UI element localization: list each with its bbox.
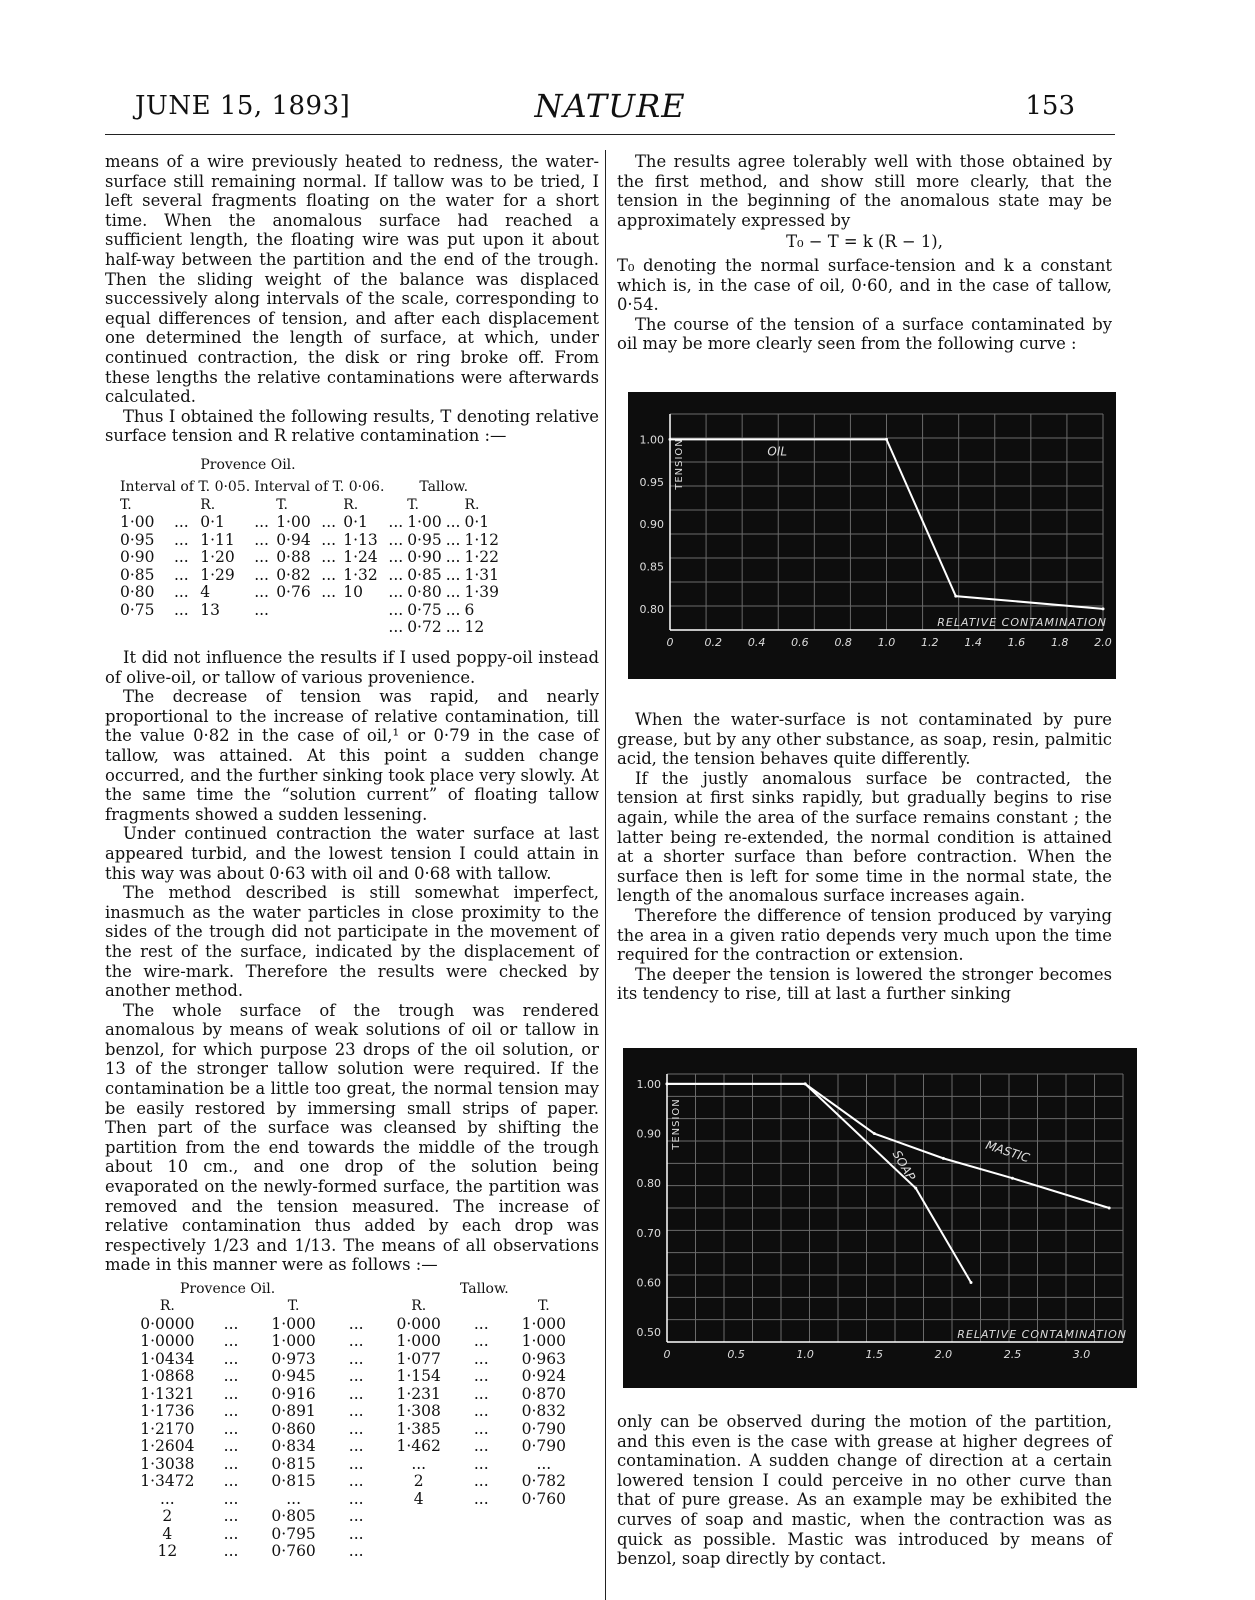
- y-tick-label: 0.90: [639, 518, 664, 532]
- table-cell: 0·782: [521, 1472, 567, 1490]
- data-point: [1108, 1207, 1111, 1210]
- page-header: [105, 85, 1115, 125]
- leader-dots: ...: [473, 1349, 489, 1368]
- table-cell: [503, 1508, 585, 1526]
- table-group-heading: Interval of T. 0·05.: [120, 479, 251, 495]
- table-cell: ...: [411, 1454, 427, 1473]
- table-cell: 0·1: [200, 513, 225, 531]
- table-cell: 13: [200, 600, 220, 619]
- col-head: R.: [343, 496, 359, 513]
- table-cell: 1·0868: [140, 1367, 195, 1385]
- x-tick-label: 0: [666, 636, 674, 649]
- leader-dots: ...: [348, 1454, 364, 1473]
- table-row: [125, 1403, 585, 1421]
- table-cell: 0·870: [521, 1384, 567, 1403]
- table-cell: 0·790: [521, 1437, 567, 1455]
- table-cell: 0·795: [271, 1524, 316, 1543]
- leader-dots: ...: [473, 1489, 489, 1508]
- y-tick-label: 0.85: [639, 560, 664, 574]
- paragraph: The results agree tolerably well with those obtained by the first method, and show still more clearly, that the tension in the beginning of the anomalous state may be approximately expressed by: [617, 152, 1112, 230]
- column-rule: [605, 150, 606, 1600]
- paragraph: Therefore the difference of tension produced by varying the area in a given ratio depends very much upon the time required for the contraction or extension.: [617, 905, 1112, 965]
- table-row: [125, 1351, 585, 1369]
- leader-dots: ...: [473, 1402, 489, 1420]
- y-axis-label: TENSION: [674, 438, 685, 490]
- data-point: [970, 1281, 973, 1284]
- table-cell: 0·000: [396, 1314, 441, 1333]
- leader-dots: ...: [348, 1402, 364, 1420]
- col-head: R.: [411, 1298, 427, 1314]
- leader-dots: ...: [223, 1384, 239, 1403]
- leader-dots: ...: [321, 513, 337, 531]
- leader-dots: ...: [473, 1472, 489, 1490]
- table-cell: [378, 1543, 460, 1561]
- journal-title: NATURE: [534, 87, 686, 125]
- leader-dots: ...: [321, 583, 337, 601]
- table-cell: 1·3038: [140, 1454, 195, 1473]
- leader-dots: ...: [473, 1367, 489, 1385]
- header-rule: [105, 134, 1115, 135]
- data-point: [885, 438, 888, 441]
- table-cell: [341, 602, 386, 620]
- table-caption: Provence Oil.: [180, 1281, 276, 1297]
- table-cell: 1·231: [396, 1384, 441, 1403]
- leader-dots: [319, 619, 341, 637]
- table-cell: 4: [200, 583, 211, 601]
- table-cell: [341, 619, 386, 637]
- table-row: [125, 1438, 585, 1456]
- paragraph: If the justly anomalous surface be contracted, the tension at first sinks rapidly, but gradually begins to rise again, while the area of the surface remains constant ; the latter being re-extended, the normal condition is attained at a shorter surface than before contraction. When the surface then is left for some time in the normal state, the length of the anomalous surface increases again.: [617, 768, 1112, 906]
- table-cell: 10: [343, 583, 363, 601]
- data-point: [1011, 1177, 1014, 1180]
- table-cell: [274, 619, 319, 637]
- leader-dots: ...: [223, 1402, 239, 1420]
- series-label-soap: SOAP: [889, 1147, 919, 1184]
- y-tick-label: 0.95: [639, 475, 664, 489]
- data-point: [666, 1082, 669, 1085]
- leader-dots: [460, 1526, 503, 1544]
- leader-dots: ...: [173, 583, 189, 601]
- leader-dots: ...: [473, 1314, 489, 1333]
- leader-dots: ...: [445, 548, 461, 566]
- y-axis-label: TENSION: [671, 1098, 682, 1150]
- table-cell: 1·3472: [140, 1472, 195, 1490]
- leader-dots: ...: [348, 1419, 364, 1438]
- col-head: T.: [276, 496, 288, 513]
- table-cell: 2: [162, 1507, 173, 1525]
- table-cell: 1·11: [200, 530, 235, 549]
- leader-dots: ...: [473, 1454, 489, 1473]
- table-cell: [378, 1508, 460, 1526]
- table-cell: 0·790: [521, 1419, 567, 1438]
- table-cell: 0·85: [120, 565, 155, 584]
- table-row: [118, 549, 501, 567]
- table-row: [125, 1526, 585, 1544]
- leader-dots: ...: [348, 1472, 364, 1490]
- x-tick-label: 1.2: [921, 636, 939, 649]
- x-tick-label: 2.5: [1003, 1348, 1022, 1361]
- leader-dots: [252, 619, 274, 637]
- leader-dots: ...: [445, 600, 461, 619]
- x-tick-label: 3.0: [1072, 1348, 1091, 1361]
- table-cell: 1·000: [396, 1332, 441, 1350]
- table-row: [118, 532, 501, 550]
- leader-dots: ...: [223, 1489, 239, 1508]
- table-cell: 0·916: [271, 1384, 316, 1403]
- table-cell: 1·1321: [140, 1384, 195, 1403]
- leader-dots: ...: [321, 548, 337, 566]
- table-cell: 0·80: [120, 583, 155, 601]
- paragraph: Under continued contraction the water surface at last appeared turbid, and the lowest tension I could attain in this way was about 0·63 with oil and 0·68 with tallow.: [105, 824, 599, 883]
- table-group-heading: Tallow.: [419, 479, 469, 495]
- table-cell: 1·00: [120, 513, 155, 531]
- results-table: [118, 479, 501, 637]
- table-cell: 1·0000: [140, 1332, 195, 1350]
- table-cell: 4: [162, 1524, 173, 1543]
- table-cell: 0·815: [271, 1454, 316, 1473]
- table-cell: ...: [286, 1489, 301, 1508]
- table-cell: 0·88: [276, 548, 311, 566]
- leader-dots: ...: [445, 513, 461, 531]
- x-tick-label: 2.0: [1094, 636, 1112, 649]
- table-cell: 1·077: [396, 1349, 441, 1368]
- leader-dots: ...: [388, 565, 404, 584]
- table-cell: 0·1: [464, 513, 490, 531]
- table-cell: 1·22: [464, 548, 499, 566]
- data-point: [669, 438, 672, 441]
- leader-dots: ...: [348, 1437, 364, 1455]
- leader-dots: ...: [223, 1507, 239, 1525]
- table-cell: 0·75: [407, 600, 442, 619]
- table-row: [125, 1368, 585, 1386]
- issue-date: JUNE 15, 1893]: [135, 91, 351, 121]
- col-head: T.: [120, 496, 132, 513]
- table-cell: 0·832: [521, 1402, 567, 1420]
- table-cell: 1·154: [396, 1367, 441, 1385]
- chart-svg: [623, 1048, 1137, 1388]
- table-row: [125, 1456, 585, 1474]
- table-row: [125, 1316, 585, 1334]
- right-column-cont: [617, 710, 1112, 1004]
- x-tick-label: 1.5: [865, 1348, 884, 1361]
- table-row: [125, 1508, 585, 1526]
- leader-dots: ...: [223, 1314, 239, 1333]
- table-cell: 2: [413, 1472, 424, 1490]
- leader-dots: ...: [473, 1437, 489, 1455]
- table-cell: [503, 1526, 585, 1544]
- table-cell: 0·924: [521, 1367, 567, 1385]
- y-tick-label: 1.00: [636, 1077, 661, 1091]
- x-tick-label: 0.4: [747, 636, 766, 649]
- table-cell: 1·32: [343, 565, 378, 584]
- leader-dots: [319, 602, 341, 620]
- col-head: R.: [159, 1298, 175, 1314]
- leader-dots: ...: [388, 513, 404, 531]
- table-cell: [198, 619, 252, 637]
- leader-dots: ...: [223, 1437, 239, 1455]
- table-cell: 0·90: [120, 548, 155, 566]
- leader-dots: ...: [223, 1454, 239, 1473]
- leader-dots: ...: [348, 1349, 364, 1368]
- table-cell: 0·95: [120, 530, 155, 549]
- table-row: [118, 619, 501, 637]
- table-cell: 0·973: [271, 1349, 316, 1368]
- data-point: [954, 595, 957, 598]
- table-cell: 1·00: [407, 513, 442, 531]
- x-axis-label: RELATIVE CONTAMINATION: [957, 1328, 1127, 1341]
- paragraph: The method described is still somewhat imperfect, inasmuch as the water particles in close proximity to the sides of the trough did not participate in the movement of the rest of the surface, indicated by the displacement of the wire-mark. Therefore the results were checked by another method.: [105, 883, 599, 1001]
- leader-dots: ...: [173, 548, 189, 566]
- table-cell: 0·76: [276, 583, 311, 601]
- paragraph: The deeper the tension is lowered the stronger becomes its tendency to rise, till at last a further sinking: [617, 964, 1112, 1004]
- table-cell: 1·39: [464, 583, 499, 601]
- y-tick-label: 0.70: [636, 1226, 661, 1240]
- x-tick-label: 1.0: [877, 636, 896, 649]
- leader-dots: ...: [348, 1384, 364, 1403]
- leader-dots: ...: [348, 1542, 364, 1560]
- leader-dots: ...: [388, 548, 404, 566]
- leader-dots: ...: [348, 1314, 364, 1333]
- table-cell: 0·80: [407, 583, 442, 601]
- table-cell: [503, 1543, 585, 1561]
- y-tick-label: 0.60: [636, 1276, 661, 1290]
- leader-dots: ...: [348, 1507, 364, 1525]
- table-cell: [378, 1526, 460, 1544]
- table-cell: 1·20: [200, 548, 235, 566]
- means-table: [125, 1298, 585, 1561]
- table-cell: 0·94: [276, 530, 311, 549]
- leader-dots: ...: [223, 1332, 239, 1350]
- table-cell: 1·308: [396, 1402, 441, 1420]
- y-tick-label: 1.00: [639, 433, 664, 447]
- chart-svg: [628, 392, 1116, 679]
- observation-table: [125, 1281, 585, 1561]
- leader-dots: ...: [223, 1349, 239, 1368]
- table-cell: 1·29: [200, 565, 235, 584]
- table-cell: 0·75: [120, 600, 155, 619]
- table-cell: 1·24: [343, 548, 378, 566]
- leader-dots: ...: [223, 1367, 239, 1385]
- paragraph: T₀ denoting the normal surface-tension and k a constant which is, in the case of oil, 0·60, and in the case of tallow, 0·54.: [617, 255, 1112, 315]
- table-cell: 1·000: [521, 1332, 567, 1350]
- table-cell: 12: [464, 618, 485, 636]
- table-cell: ...: [536, 1454, 552, 1473]
- leader-dots: ...: [254, 530, 269, 549]
- table-cell: 0·834: [271, 1437, 316, 1455]
- table-cell: 1·2170: [140, 1419, 195, 1438]
- provence-oil-table-1: [118, 457, 588, 637]
- table-cell: 0·85: [407, 565, 442, 584]
- leader-dots: ...: [254, 600, 269, 619]
- table-cell: 0·760: [521, 1489, 567, 1508]
- x-tick-label: 1.8: [1050, 636, 1069, 649]
- leader-dots: ...: [348, 1524, 364, 1543]
- series-line: [667, 1084, 1109, 1208]
- leader-dots: ...: [173, 530, 189, 549]
- table-row: [125, 1473, 585, 1491]
- x-tick-label: 0.5: [727, 1348, 745, 1361]
- leader-dots: ...: [348, 1489, 364, 1508]
- table-cell: 0·963: [521, 1349, 567, 1368]
- right-column: [617, 152, 1112, 354]
- table-cell: [118, 619, 172, 637]
- table-row: [118, 584, 501, 602]
- table-cell: 1·000: [271, 1314, 316, 1333]
- equation: T₀ − T = k (R − 1),: [786, 232, 943, 252]
- leader-dots: ...: [445, 530, 461, 549]
- table-caption: Tallow.: [460, 1281, 509, 1297]
- table-cell: 1·2604: [140, 1437, 195, 1455]
- table-cell: 6: [464, 600, 475, 619]
- col-head: R.: [200, 496, 216, 513]
- table-cell: [274, 602, 319, 620]
- oil-tension-chart: [628, 392, 1116, 679]
- leader-dots: ...: [348, 1367, 364, 1385]
- table-cell: 0·945: [271, 1367, 316, 1385]
- leader-dots: ...: [388, 600, 404, 619]
- table-cell: 0·95: [407, 530, 442, 549]
- y-tick-label: 0.50: [636, 1326, 661, 1340]
- data-point: [1102, 607, 1105, 610]
- paragraph: The course of the tension of a surface contaminated by oil may be more clearly seen from the following curve :: [617, 314, 1112, 354]
- paragraph: When the water-surface is not contaminated by pure grease, but by any other substance, as soap, resin, palmitic acid, the tension behaves quite differently.: [617, 710, 1112, 769]
- series-label-mastic: MASTIC: [983, 1137, 1032, 1166]
- table-caption: Provence Oil.: [200, 457, 296, 473]
- leader-dots: ...: [473, 1384, 489, 1403]
- paragraph: means of a wire previously heated to redness, the water-surface still remaining normal. If tallow was to be tried, I left several fragments floating on the water for a short time. When the anomalous surface had reached a sufficient length, the floating wire was put upon it about half-way between the partition and the end of the trough. Then the sliding weight of the balance was displaced successively along intervals of the scale, corresponding to equal differences of tension, and after each displacement one determined the length of surface, at which, under continued contraction, the disk or ring broke off. From these lengths the relative contaminations were afterwards calculated.: [105, 152, 599, 407]
- table-row: [125, 1386, 585, 1404]
- data-point: [804, 1082, 807, 1085]
- y-tick-label: 0.80: [639, 602, 664, 616]
- table-cell: 0·90: [407, 548, 442, 566]
- leader-dots: ...: [445, 565, 461, 584]
- x-tick-label: 1.4: [964, 636, 982, 649]
- table-cell: 4: [413, 1489, 424, 1508]
- table-cell: ...: [159, 1489, 175, 1508]
- table-row: [118, 602, 501, 620]
- table-cell: 1·13: [343, 530, 378, 549]
- leader-dots: ...: [223, 1524, 239, 1543]
- table-row: [118, 567, 501, 585]
- leader-dots: ...: [254, 513, 269, 531]
- leader-dots: ...: [321, 565, 337, 584]
- leader-dots: [172, 619, 198, 637]
- table-group-heading: Interval of T. 0·06.: [254, 479, 385, 495]
- leader-dots: ...: [388, 583, 404, 601]
- table-cell: 0·760: [271, 1542, 316, 1560]
- paragraph: Thus I obtained the following results, T denoting relative surface tension and R relative contamination :—: [105, 406, 599, 446]
- leader-dots: ...: [473, 1419, 489, 1438]
- leader-dots: ...: [254, 548, 269, 566]
- leader-dots: ...: [445, 583, 461, 601]
- table-row: [125, 1543, 585, 1561]
- soap-mastic-chart: [623, 1048, 1137, 1388]
- col-head: T.: [407, 496, 419, 513]
- leader-dots: ...: [173, 600, 189, 619]
- table-cell: 0·891: [271, 1402, 316, 1420]
- x-tick-label: 0: [663, 1348, 671, 1361]
- leader-dots: ...: [321, 530, 337, 549]
- x-tick-label: 2.0: [934, 1348, 953, 1361]
- paragraph: It did not influence the results if I used poppy-oil instead of olive-oil, or tallow of various provenience.: [105, 648, 599, 687]
- x-tick-label: 1.6: [1007, 636, 1026, 649]
- leader-dots: [460, 1543, 503, 1561]
- table-cell: 0·1: [343, 513, 368, 531]
- series-label-oil: OIL: [767, 444, 788, 459]
- table-cell: 0·72: [407, 618, 442, 636]
- table-cell: 1·00: [276, 513, 311, 531]
- paragraph: The whole surface of the trough was rendered anomalous by means of weak solutions of oil or tallow in benzol, for which purpose 23 drops of the oil solution, or 13 of the stronger tallow solution were required. If the contamination be a little too great, the normal tension may be easily restored by immersing small strips of paper. Then part of the surface was cleansed by shifting the partition from the end towards the middle of the trough about 10 cm., and one drop of the solution being evaporated on the newly-formed surface, the partition was removed and the tension measured. The increase of relative contamination thus added by each drop was respectively 1/23 and 1/13. The means of all observations made in this manner were as follows :—: [105, 1000, 599, 1275]
- table-cell: 0·860: [271, 1419, 316, 1438]
- table-cell: 1·000: [521, 1314, 567, 1333]
- table-cell: 0·82: [276, 565, 311, 584]
- data-point: [873, 1132, 876, 1135]
- data-point: [914, 1187, 917, 1190]
- leader-dots: ...: [348, 1332, 364, 1350]
- col-head: R.: [464, 496, 480, 513]
- paragraph: The decrease of tension was rapid, and nearly proportional to the increase of relative contamination, till the value 0·82 in the case of oil,¹ or 0·79 in the case of tallow, was attained. At this point a sudden change occurred, and the further sinking took place very slowly. At the same time the “solution current” of floating tallow fragments showed a sudden lessening.: [105, 687, 599, 824]
- left-column: [105, 152, 599, 446]
- leader-dots: ...: [388, 618, 404, 636]
- table-cell: 1·000: [271, 1332, 316, 1350]
- x-tick-label: 0.2: [704, 636, 723, 649]
- col-head: T.: [537, 1298, 550, 1314]
- x-tick-label: 0.8: [834, 636, 852, 649]
- table-cell: 0·805: [271, 1507, 316, 1525]
- right-column-end: [617, 1412, 1112, 1569]
- leader-dots: ...: [223, 1542, 239, 1560]
- table-row: [125, 1421, 585, 1439]
- leader-dots: [460, 1508, 503, 1526]
- table-cell: 0·815: [271, 1472, 316, 1490]
- table-cell: 1·385: [396, 1419, 441, 1438]
- leader-dots: ...: [388, 530, 404, 549]
- leader-dots: ...: [223, 1472, 239, 1490]
- x-tick-label: 0.6: [791, 636, 809, 649]
- x-tick-label: 1.0: [796, 1348, 814, 1361]
- table-row: [125, 1333, 585, 1351]
- col-head: T.: [287, 1298, 300, 1314]
- page-number: 153: [1025, 91, 1075, 121]
- leader-dots: ...: [254, 565, 269, 584]
- table-cell: 1·31: [464, 565, 499, 584]
- x-axis-label: RELATIVE CONTAMINATION: [937, 616, 1107, 629]
- y-tick-label: 0.90: [636, 1127, 661, 1141]
- leader-dots: ...: [473, 1332, 489, 1350]
- table-cell: 1·0434: [140, 1349, 195, 1368]
- left-column-cont: [105, 648, 599, 1275]
- y-tick-label: 0.80: [636, 1177, 661, 1191]
- leader-dots: ...: [254, 583, 269, 601]
- table-cell: 1·1736: [140, 1402, 195, 1420]
- table-row: [118, 514, 501, 532]
- table-cell: 1·462: [396, 1437, 441, 1455]
- leader-dots: ...: [445, 618, 461, 636]
- leader-dots: ...: [173, 513, 189, 531]
- table-cell: 0·0000: [140, 1314, 195, 1333]
- paragraph: only can be observed during the motion of the partition, and this even is the case with grease at higher degrees of contamination. A sudden change of direction at a certain lowered tension I could perceive in no other curve than that of pure grease. As an example may be exhibited the curves of soap and mastic, when the contraction was as quick as possible. Mastic was introduced by means of benzol, soap directly by contact.: [617, 1412, 1112, 1569]
- table-row: [125, 1491, 585, 1509]
- table-cell: 1·12: [464, 530, 499, 549]
- leader-dots: ...: [173, 565, 189, 584]
- table-cell: 12: [157, 1542, 178, 1560]
- data-point: [942, 1157, 945, 1160]
- leader-dots: ...: [223, 1419, 239, 1438]
